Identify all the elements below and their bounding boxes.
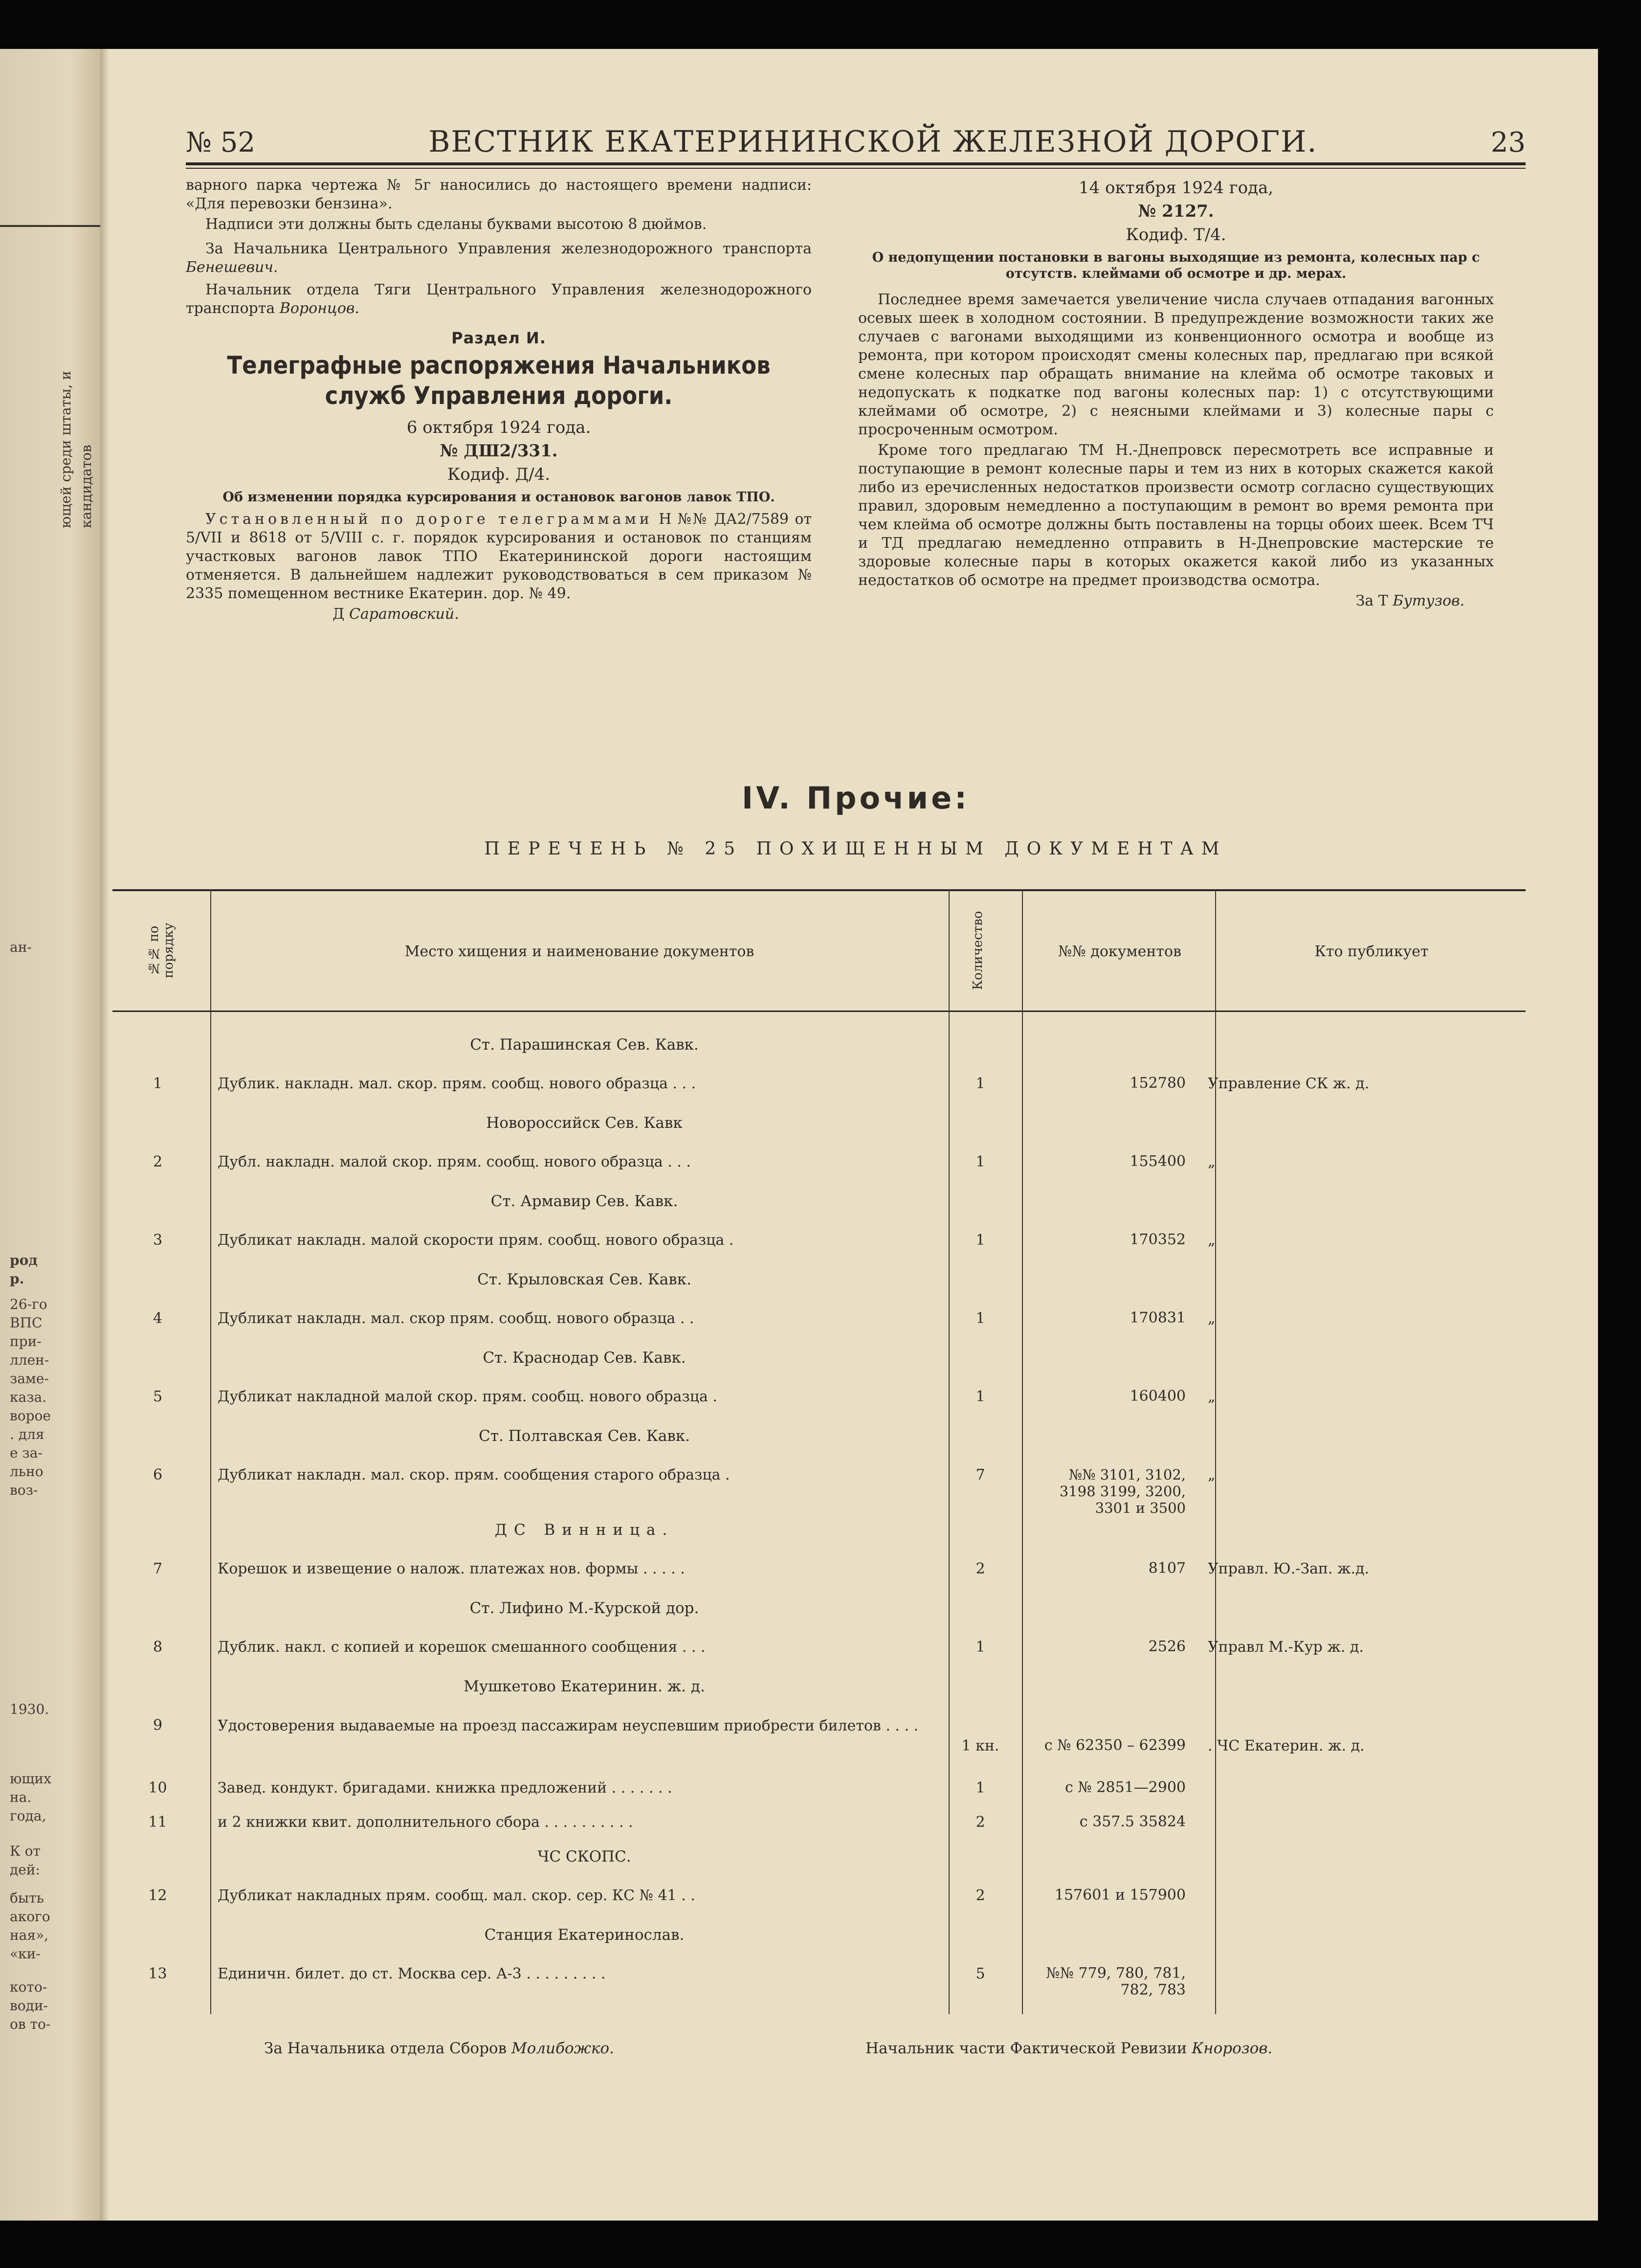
- adjacent-fragment: на.: [10, 1789, 32, 1805]
- adjacent-fragment: ллен-: [10, 1352, 49, 1368]
- adjacent-fragment: е за-: [10, 1445, 43, 1461]
- group-location: Станция Екатеринослав.: [484, 1926, 685, 1944]
- paragraph: Установленный по дороге телеграммами Н №№ ДА2/7589 от 5/VII и 8618 от 5/VIII с. г. порядок курсирования и остановок по станциям участковых вагонов лавок ТПО Екатерининской дороги настоящим отменяется. В дальнейшем надлежит руководствоваться в сем приказом № 2335 помещенном вестнике Екатерин. дор. № 49.: [186, 511, 812, 602]
- table-rule: [112, 889, 1526, 891]
- adjacent-fragment: при-: [10, 1333, 42, 1349]
- order-date: 14 октября 1924 года,: [1078, 178, 1274, 198]
- page-number: 23: [1490, 127, 1526, 158]
- header-number: №№ по порядку: [147, 922, 176, 978]
- adjacent-fragment: кото-: [10, 1979, 47, 1995]
- section-heading: Телеграфные распоряжения Начальников служб Управления дороги.: [227, 351, 771, 410]
- codification: Кодиф. Д/4.: [447, 465, 551, 484]
- signature-line: Д Саратовский.: [333, 606, 459, 623]
- section-heading: IV. Прочие:: [742, 780, 970, 816]
- issue-number: № 52: [186, 127, 256, 158]
- order-number: № 2127.: [1138, 202, 1214, 221]
- paragraph: Надписи эти должны быть сделаны буквами высотою 8 дюймов.: [205, 216, 707, 233]
- journal-title: ВЕСТНИК ЕКАТЕРИНИНСКОЙ ЖЕЛЕЗНОЙ ДОРОГИ.: [428, 125, 1318, 159]
- adjacent-vertical-text: кандидатов: [78, 445, 94, 528]
- signatory-name: Саратовский.: [349, 606, 459, 623]
- group-location: Мушкетово Екатеринин. ж. д.: [464, 1678, 705, 1695]
- adjacent-fragment: года,: [10, 1808, 46, 1824]
- order-subject: Об изменении порядка курсирования и остановок вагонов лавок ТПО.: [222, 490, 775, 505]
- group-location: Ст. Армавир Сев. Кавк.: [490, 1192, 678, 1210]
- group-location: Ст. Лифино М.-Курской дор.: [469, 1599, 699, 1617]
- footer-signature-right: Начальник части Фактической Ревизии Кнорозов.: [865, 2040, 1273, 2057]
- scan-right-border: [1598, 0, 1641, 2268]
- adjacent-fragment: быть: [10, 1890, 44, 1906]
- signatory-name: Бенешевич.: [186, 259, 278, 276]
- footer-signature-left: За Начальника отдела Сборов Молибожко.: [264, 2040, 614, 2057]
- adjacent-fragment: акого: [10, 1909, 50, 1925]
- adjacent-fragment: 26-го: [10, 1296, 47, 1312]
- scan-top-border: [0, 0, 1641, 49]
- table-rule: [112, 1010, 1526, 1012]
- scan-bottom-border: [0, 2221, 1641, 2268]
- adjacent-fragment: ворое: [10, 1408, 51, 1424]
- adjacent-fragment: К от: [10, 1843, 41, 1859]
- column-divider: [210, 889, 211, 2014]
- signatory-name: Бутузов.: [1393, 592, 1464, 609]
- adjacent-fragment: дей:: [10, 1862, 40, 1878]
- order-date: 6 октября 1924 года.: [406, 418, 591, 437]
- header-description: Место хищения и наименование документов: [404, 943, 754, 960]
- adjacent-fragment: ющих: [10, 1771, 51, 1787]
- adjacent-fragment: р.: [10, 1271, 24, 1287]
- signatory-name: Молибожко.: [511, 2040, 614, 2057]
- adjacent-vertical-text: ющей среди штаты, и: [58, 371, 74, 528]
- codification: Кодиф. Т/4.: [1126, 225, 1226, 245]
- signatory-name: Кнорозов.: [1192, 2040, 1273, 2057]
- header-document-numbers: №№ документов: [1058, 943, 1181, 960]
- adjacent-fragment: «ки-: [10, 1946, 41, 1962]
- adjacent-fragment: воз-: [10, 1482, 38, 1498]
- column-divider: [1022, 889, 1023, 2014]
- left-column: [186, 176, 812, 626]
- list-title: ПЕРЕЧЕНЬ № 25 ПОХИЩЕННЫМ ДОКУМЕНТАМ: [484, 839, 1227, 859]
- adjacent-fragment: каза.: [10, 1389, 47, 1405]
- paragraph: Последнее время замечается увеличение числа случаев отпадания вагонных осевых шеек в холодном состоянии. В предупреждение возможности таких же случаев с вагонами выходящими из конвенционного осмотра и вообще из ремонта, при котором происходят смены колесных пар, предлагаю при всякой смене колесных пар обращать внимание на клейма об осмотре таковых и недопускать к подкатке под вагоны колесных пар: 1) с отсутствующими клеймами об осмотре, 2) с неясными клеймами и 3) колесные пары с просроченным осмотром.: [858, 291, 1494, 438]
- page-header: [186, 125, 1526, 159]
- adjacent-fragment: льно: [10, 1463, 44, 1480]
- signature-line: За Т Бутузов.: [1355, 592, 1464, 609]
- group-location: Ст. Полтавская Сев. Кавк.: [478, 1427, 690, 1445]
- adjacent-fragment: ан-: [10, 939, 32, 955]
- adjacent-fragment: води-: [10, 1998, 48, 2014]
- order-number: № ДШ2/331.: [440, 441, 558, 461]
- group-location: ДС Винница.: [494, 1521, 674, 1539]
- group-location: Ст. Крыловская Сев. Кавк.: [477, 1271, 691, 1288]
- paragraph: Кроме того предлагаю ТМ Н.-Днепровск пересмотреть все исправные и поступающие в ремонт колесные пары и тем из них в которых скажется какой либо из еречисленных недостатков произвести осмотр согласно существующих правил, здоровым немедленно а поступающим в ремонт во время ремонта при чем клейма об осмотре должны быть поставлены на торцы обоих шеек. Всем ТЧ и ТД предлагаю немедленно отправить в Н-Днепровские мастерские те здоровые колесные пары в которых окажется какой либо из указанных недостатков об осмотре на предмет производства осмотра.: [858, 442, 1494, 589]
- paragraph: варного парка чертежа № 5г наносились до настоящего времени надписи: «Для перевозки бензина».: [186, 177, 812, 212]
- page-gutter: [100, 49, 109, 2221]
- order-subject: О недопущении постановки в вагоны выходящие из ремонта, колесных пар с отсутств. клеймами об осмотре и др. мерах.: [872, 250, 1480, 281]
- header-publisher: Кто публикует: [1314, 943, 1429, 960]
- signature-line: Начальник отдела Тяги Центрального Управления железнодорожного транспорта Воронцов.: [186, 281, 812, 317]
- header-rule: [186, 162, 1526, 165]
- group-location: Ст. Краснодар Сев. Кавк.: [483, 1349, 686, 1367]
- adjacent-fragment: заме-: [10, 1370, 49, 1387]
- adjacent-fragment: ов то-: [10, 2016, 51, 2032]
- signature-line: За Начальника Центрального Управления железнодорожного транспорта Бенешевич.: [186, 240, 812, 276]
- column-divider: [949, 889, 950, 2014]
- adjacent-fragment: 1930.: [10, 1701, 49, 1717]
- adjacent-fragment: род: [10, 1252, 38, 1268]
- header-rule-thin: [186, 168, 1526, 169]
- adjacent-fragment: ная»,: [10, 1927, 49, 1943]
- adjacent-fragment: ВПС: [10, 1315, 43, 1331]
- group-location: ЧС СКОПС.: [537, 1848, 631, 1865]
- section-label: Раздел И.: [451, 329, 546, 347]
- adjacent-page-rule: [0, 225, 100, 227]
- signatory-name: Воронцов.: [279, 300, 359, 317]
- group-location: Новороссийск Сев. Кавк: [486, 1114, 683, 1132]
- column-divider: [1215, 889, 1216, 2014]
- group-location: Ст. Парашинская Сев. Кавк.: [470, 1036, 699, 1054]
- adjacent-fragment: . для: [10, 1426, 44, 1442]
- right-column: [858, 176, 1494, 612]
- header-quantity: Количество: [971, 911, 985, 990]
